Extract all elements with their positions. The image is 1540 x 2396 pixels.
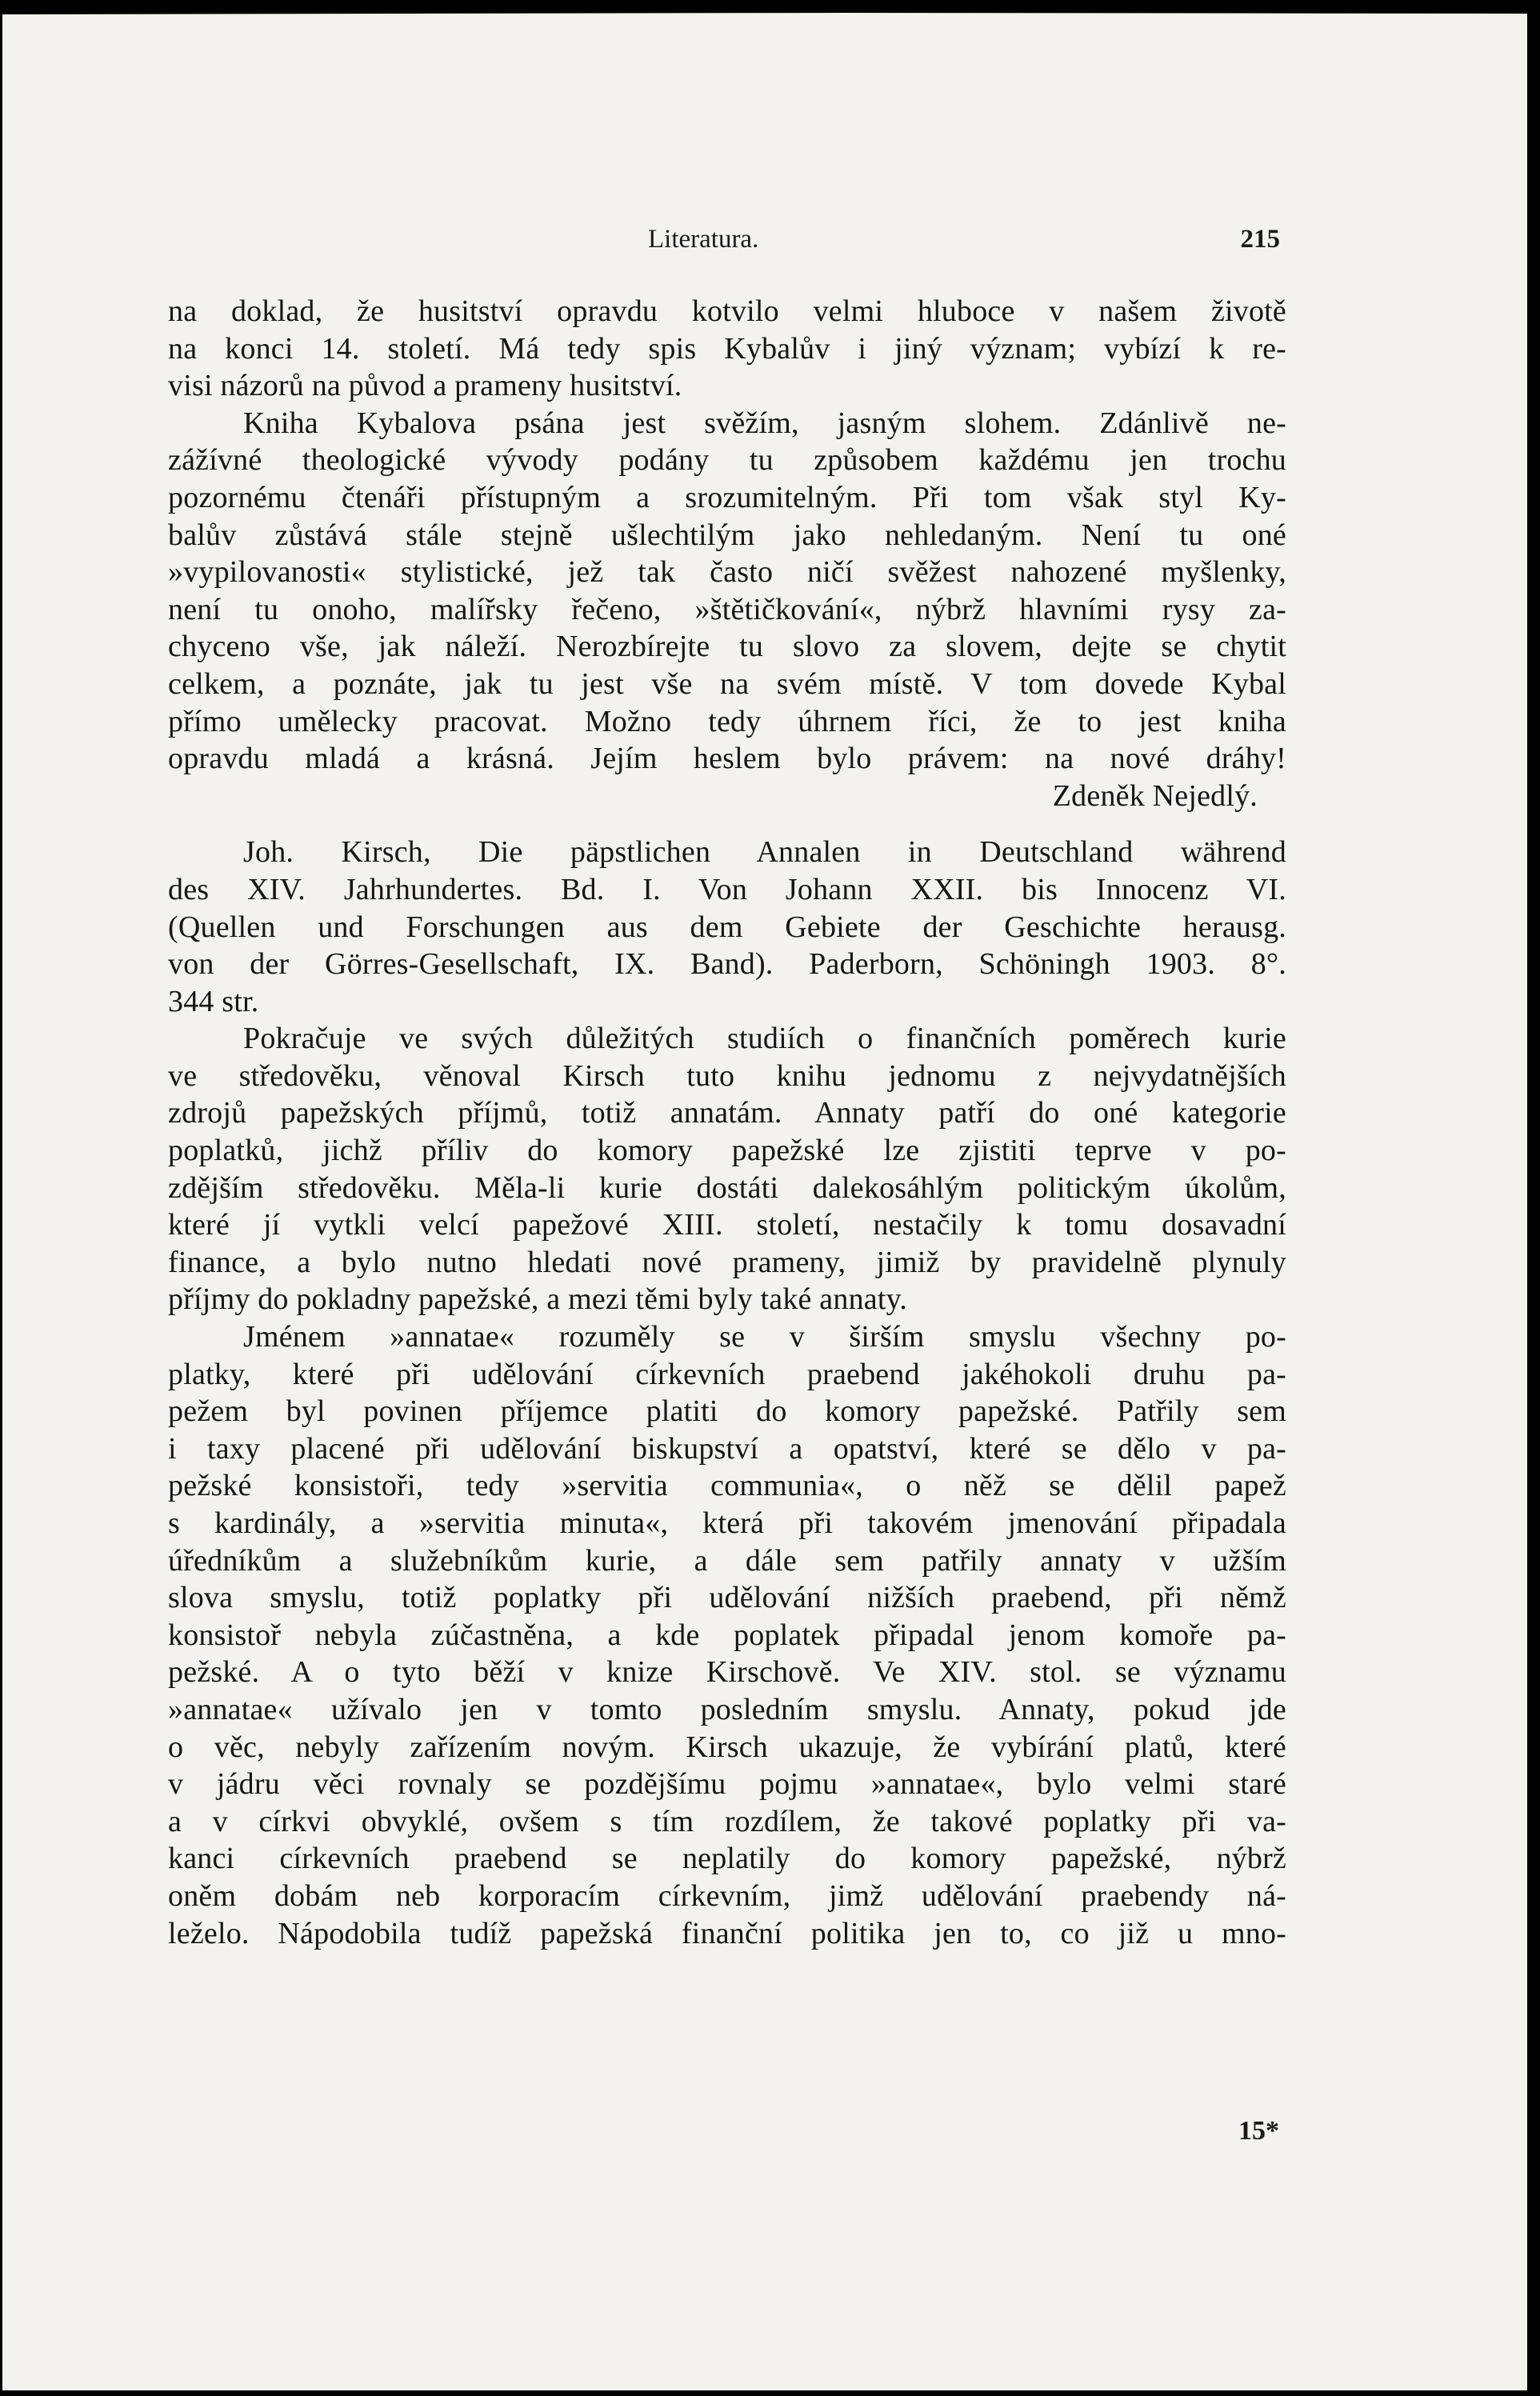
text-line: pežské konsistoři, tedy »servitia communia«, o něž se dělil papež <box>168 1469 1286 1503</box>
text-line: s kardinály, a »servitia minuta«, která při takovém jmenování připadala <box>168 1506 1286 1540</box>
text-line: visi názorů na původ a prameny husitství. <box>168 369 682 403</box>
text-line: poplatků, jichž příliv do komory papežské lze zjistiti teprve v po- <box>168 1134 1286 1168</box>
text-line: chyceno vše, jak náleží. Nerozbírejte tu slovo za slovem, dejte se chytit <box>168 630 1286 664</box>
text-line: pežské. A o tyto běží v knize Kirschově. Ve XIV. stol. se významu <box>168 1655 1286 1690</box>
text-line: celkem, a poznáte, jak tu jest vše na svém místě. V tom dovede Kybal <box>168 666 1286 701</box>
text-line: a v církvi obvyklé, ovšem s tím rozdílem, že takové poplatky při va- <box>168 1804 1286 1838</box>
text-line: na konci 14. století. Má tedy spis Kybalův i jiný význam; vybízí k re- <box>168 331 1286 366</box>
text-line: des XIV. Jahrhundertes. Bd. I. Von Johann XXII. bis Innocenz VI. <box>168 872 1286 906</box>
text-line: (Quellen und Forschungen aus dem Gebiete der Geschichte herausg. <box>168 910 1286 944</box>
body-text <box>168 293 1286 1952</box>
text-line: kanci církevních praebend se neplatily do komory papežské, nýbrž <box>168 1842 1286 1876</box>
text-line: úředníkům a služebníkům kurie, a dále sem patřily annaty v užším <box>168 1543 1286 1578</box>
text-line: na doklad, že husitství opravdu kotvilo velmi hluboce v našem životě <box>168 294 1286 328</box>
running-header <box>168 225 1280 257</box>
text-line: oněm dobám neb korporacím církevním, jimž udělování praebendy ná- <box>168 1878 1286 1913</box>
signature-mark <box>168 2116 1280 2146</box>
text-line: Jménem »annatae« rozuměly se v širším smyslu všechny po- <box>243 1320 1286 1354</box>
running-title: Literatura. <box>648 225 759 254</box>
text-line: pežem byl povinen příjemce platiti do komory papežské. Patřily sem <box>168 1394 1286 1429</box>
text-line: Joh. Kirsch, Die päpstlichen Annalen in Deutschland während <box>243 835 1286 870</box>
text-line: platky, které při udělování církevních praebend jakéhokoli druhu pa- <box>168 1357 1286 1391</box>
text-line: 344 str. <box>168 984 259 1018</box>
text-line: přímo umělecky pracovat. Možno tedy úhrnem říci, že to jest kniha <box>168 704 1286 738</box>
text-line: ve středověku, věnoval Kirsch tuto knihu jednomu z nejvydatnějších <box>168 1058 1286 1093</box>
text-line: zážívné theologické vývody podány tu způsobem každému jen trochu <box>168 443 1286 478</box>
text-line: finance, a bylo nutno hledati nové prameny, jimiž by pravidelně plynuly <box>168 1245 1286 1279</box>
text-line: pozornému čtenáři přístupným a srozumitelným. Při tom však styl Ky- <box>168 480 1286 514</box>
text-line: o věc, nebyly zařízením novým. Kirsch ukazuje, že vybírání platů, které <box>168 1730 1286 1764</box>
text-line: opravdu mladá a krásná. Jejím heslem bylo právem: na nové dráhy! <box>168 742 1286 776</box>
text-line: »vypilovanosti« stylistické, jež tak často ničí svěžest nahozené myšlenky, <box>168 555 1286 590</box>
text-line: leželo. Nápodobila tudíž papežská finanční politika jen to, co již u mno- <box>168 1916 1286 1950</box>
text-line: slova smyslu, totiž poplatky při udělování nižších praebend, při němž <box>168 1581 1286 1615</box>
text-line: Zdeněk Nejedlý. <box>1052 778 1258 813</box>
text-line: konsistoř nebyla zúčastněna, a kde poplatek připadal jenom komoře pa- <box>168 1618 1286 1652</box>
text-line: Kniha Kybalova psána jest svěžím, jasným slohem. Zdánlivě ne- <box>243 406 1286 440</box>
text-line: není tu onoho, malířsky řečeno, »štětičkování«, nýbrž hlavními rysy za- <box>168 592 1286 626</box>
text-line: příjmy do pokladny papežské, a mezi těmi byly také annaty. <box>168 1282 908 1317</box>
text-line: zdrojů papežských příjmů, totiž annatám. Annaty patří do oné kategorie <box>168 1096 1286 1130</box>
signature-mark-text: 15* <box>1238 2116 1279 2146</box>
page-number: 215 <box>1240 225 1280 254</box>
text-line: balův zůstává stále stejně ušlechtilým jako nehledaným. Není tu oné <box>168 518 1286 552</box>
text-line: zdějším středověku. Měla-li kurie dostáti dalekosáhlým politickým úkolům, <box>168 1170 1286 1205</box>
text-line: Pokračuje ve svých důležitých studiích o finančních poměrech kurie <box>243 1022 1286 1056</box>
text-line: von der Görres-Gesellschaft, IX. Band). Paderborn, Schöningh 1903. 8°. <box>168 947 1286 982</box>
text-line: »annatae« užívalo jen v tomto posledním smyslu. Annaty, pokud jde <box>168 1692 1286 1726</box>
text-line: které jí vytkli velcí papežové XIII. století, nestačily k tomu dosavadní <box>168 1208 1286 1242</box>
text-line: i taxy placené při udělování biskupství a opatství, které se dělo v pa- <box>168 1431 1286 1466</box>
paragraph-gap <box>168 814 1286 834</box>
text-line: v jádru věci rovnaly se pozdějšímu pojmu »annatae«, bylo velmi staré <box>168 1767 1286 1802</box>
